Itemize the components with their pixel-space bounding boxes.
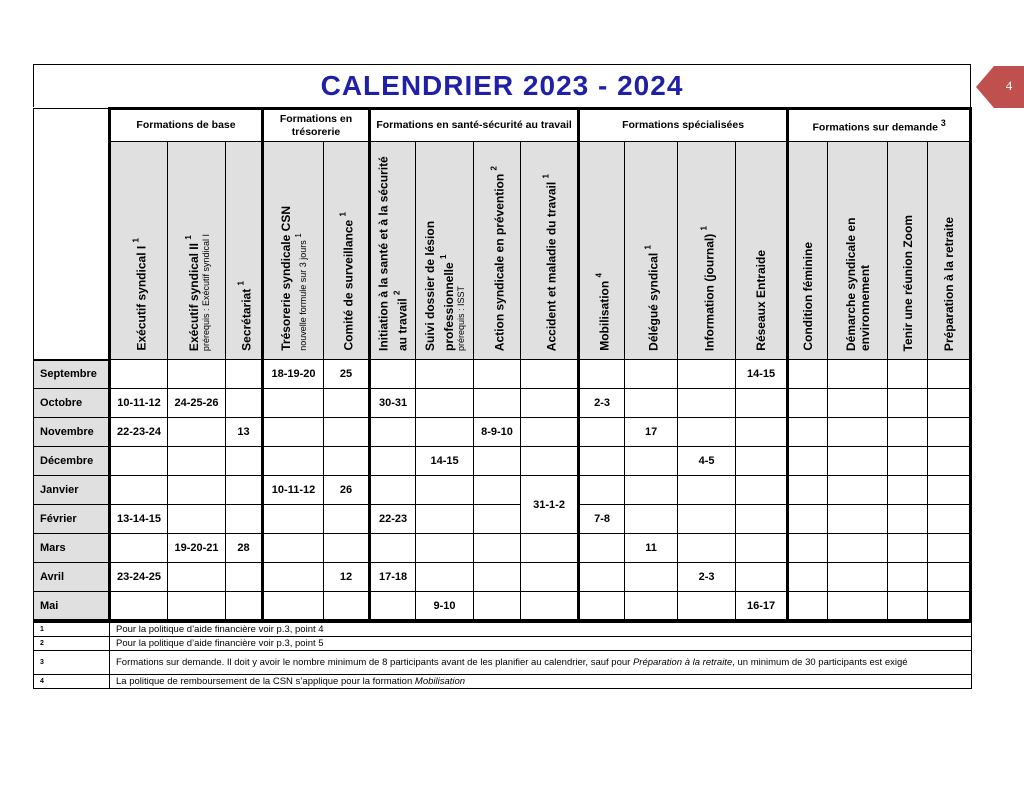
column-label: Exécutif syndical I (134, 246, 149, 351)
date-cell (110, 592, 168, 621)
date-cell (788, 418, 828, 447)
date-cell: 26 (324, 476, 370, 505)
date-cell: 23-24-25 (110, 563, 168, 592)
column-label: Information (journal) (702, 233, 717, 351)
column-label: Condition féminine (801, 242, 816, 351)
footnote-ref: 4 (594, 273, 604, 278)
footnote-text (110, 651, 972, 675)
date-cell: 13-14-15 (110, 505, 168, 534)
date-cell (736, 389, 788, 418)
column-label: Action syndicale en prévention (492, 173, 507, 351)
date-cell (263, 418, 324, 447)
footnote-row (34, 675, 972, 689)
date-cell (370, 592, 416, 621)
group-header (263, 109, 370, 142)
date-cell (888, 592, 928, 621)
date-cell: 30-31 (370, 389, 416, 418)
date-cell (226, 360, 263, 389)
column-label: Comité de surveillance (341, 220, 356, 351)
date-cell (828, 592, 888, 621)
date-cell (370, 534, 416, 563)
table-row (34, 447, 971, 476)
group-header (579, 109, 788, 142)
date-cell: 2-3 (678, 563, 736, 592)
footnote-text (110, 675, 972, 689)
page-number: 4 (1005, 78, 1013, 93)
group-header-label: Formations en santé-sécurité au travail (376, 119, 572, 131)
column-header (226, 142, 263, 360)
column-header (263, 142, 324, 360)
column-header (168, 142, 226, 360)
date-cell (416, 360, 474, 389)
column-label: Suivi dossier de lésion professionnelle (422, 220, 456, 351)
column-header-text (942, 217, 956, 351)
date-cell (625, 505, 678, 534)
date-cell (579, 360, 625, 389)
date-cell (888, 447, 928, 476)
date-cell (828, 418, 888, 447)
date-cell: 22-23 (370, 505, 416, 534)
date-cell (625, 389, 678, 418)
date-cell (678, 389, 736, 418)
footnote-ref: 1 (643, 245, 653, 250)
footnote-row (34, 651, 972, 675)
month-label: Février (34, 505, 110, 534)
date-cell (226, 505, 263, 534)
date-cell (888, 418, 928, 447)
column-sublabel-text: prérequis : Exécutif syndical I (200, 233, 211, 351)
calendar-table (33, 107, 972, 622)
page-number-tab (976, 66, 1024, 108)
column-header-text (423, 146, 467, 351)
date-cell (226, 563, 263, 592)
footnote-text-italic: Mobilisation (414, 676, 466, 687)
date-cell (521, 563, 579, 592)
date-cell (828, 505, 888, 534)
month-label: Mai (34, 592, 110, 621)
date-cell (788, 447, 828, 476)
date-cell (828, 534, 888, 563)
group-header-label: Formations spécialisées (622, 119, 745, 131)
date-cell (788, 360, 828, 389)
date-cell (888, 563, 928, 592)
month-label: Septembre (34, 360, 110, 389)
month-label: Janvier (34, 476, 110, 505)
footnote-ref: 1 (438, 254, 448, 259)
date-cell (263, 534, 324, 563)
column-label: Mobilisation (597, 281, 612, 351)
group-header (788, 109, 971, 142)
date-cell: 19-20-21 (168, 534, 226, 563)
column-label: Démarche syndicale en environnement (843, 217, 872, 351)
date-cell (736, 418, 788, 447)
column-header (324, 142, 370, 360)
date-cell (168, 563, 226, 592)
date-cell (678, 592, 736, 621)
date-cell (736, 505, 788, 534)
month-label: Mars (34, 534, 110, 563)
date-cell (521, 418, 579, 447)
date-cell (579, 592, 625, 621)
date-cell (928, 534, 971, 563)
date-cell (579, 563, 625, 592)
date-cell: 28 (226, 534, 263, 563)
date-cell (474, 505, 521, 534)
column-sublabel-text: prérequis : ISST (455, 285, 466, 351)
footnote-ref: 1 (699, 225, 709, 231)
date-cell (828, 563, 888, 592)
group-header-label: Formations en trésorerie (279, 112, 353, 138)
date-cell (788, 505, 828, 534)
month-label: Octobre (34, 389, 110, 418)
date-cell (474, 563, 521, 592)
date-cell (788, 389, 828, 418)
column-sublabel (456, 146, 467, 351)
column-header-text (234, 281, 253, 351)
date-cell (263, 447, 324, 476)
date-cell (678, 360, 736, 389)
date-cell (370, 447, 416, 476)
column-header (828, 142, 888, 360)
column-header-text (130, 238, 149, 351)
column-header-text (377, 146, 410, 351)
column-header (888, 142, 928, 360)
date-cell (416, 389, 474, 418)
date-cell: 17 (625, 418, 678, 447)
date-cell (928, 476, 971, 505)
date-cell: 12 (324, 563, 370, 592)
footnote-text-before: La politique de remboursement de la CSN s’applique pour la formation (116, 676, 415, 687)
date-cell (370, 476, 416, 505)
date-cell (226, 476, 263, 505)
column-label: Secrétariat (239, 288, 253, 351)
date-cell (788, 534, 828, 563)
date-cell (928, 360, 971, 389)
date-cell (370, 418, 416, 447)
calendar-document (33, 64, 971, 689)
date-cell (828, 389, 888, 418)
date-cell (226, 592, 263, 621)
group-header-label: Formations de base (136, 119, 236, 131)
footnote-row (34, 623, 972, 637)
date-cell (928, 418, 971, 447)
month-label: Avril (34, 563, 110, 592)
date-cell (370, 360, 416, 389)
month-label: Décembre (34, 447, 110, 476)
date-cell (625, 592, 678, 621)
date-cell (678, 505, 736, 534)
table-row (34, 592, 971, 621)
group-header (110, 109, 263, 142)
date-cell: 13 (226, 418, 263, 447)
column-label: Trésorerie syndicale CSN (278, 206, 293, 351)
footnote-number: 4 (34, 675, 110, 689)
column-label: Réseaux Entraide (754, 250, 769, 351)
date-cell (736, 476, 788, 505)
date-cell: 17-18 (370, 563, 416, 592)
date-cell (324, 592, 370, 621)
column-header (474, 142, 521, 360)
date-cell (324, 534, 370, 563)
date-cell: 2-3 (579, 389, 625, 418)
date-cell (828, 360, 888, 389)
column-header (625, 142, 678, 360)
date-cell (888, 505, 928, 534)
footnote-ref: 2 (392, 290, 402, 295)
column-header-text (182, 234, 212, 351)
date-cell (928, 389, 971, 418)
date-cell (474, 476, 521, 505)
date-cell (579, 418, 625, 447)
date-cell (168, 360, 226, 389)
date-cell (474, 389, 521, 418)
date-cell (579, 534, 625, 563)
date-cell (416, 505, 474, 534)
date-cell (416, 476, 474, 505)
date-cell (521, 389, 579, 418)
date-cell (736, 563, 788, 592)
column-label: Exécutif syndical II (186, 242, 201, 351)
footnote-ref: 1 (131, 238, 141, 243)
footnote-number: 3 (34, 651, 110, 675)
date-cell (928, 447, 971, 476)
column-header (928, 142, 971, 360)
column-header (579, 142, 625, 360)
date-cell: 25 (324, 360, 370, 389)
date-cell (788, 592, 828, 621)
date-cell (579, 476, 625, 505)
table-row (34, 534, 971, 563)
date-cell (324, 389, 370, 418)
date-cell (678, 534, 736, 563)
date-cell: 11 (625, 534, 678, 563)
date-cell (324, 505, 370, 534)
date-cell (168, 592, 226, 621)
column-label: Préparation à la retraite (941, 216, 956, 351)
date-cell (736, 447, 788, 476)
footnote-ref: 1 (183, 235, 193, 240)
column-header (521, 142, 579, 360)
date-cell (226, 389, 263, 418)
date-cell (474, 360, 521, 389)
date-cell (168, 476, 226, 505)
table-row (34, 389, 971, 418)
date-cell: 31-1-2 (521, 476, 579, 534)
date-cell (521, 447, 579, 476)
column-sublabel (293, 206, 309, 351)
date-cell (324, 418, 370, 447)
date-cell (625, 563, 678, 592)
date-cell: 22-23-24 (110, 418, 168, 447)
date-cell (110, 360, 168, 389)
column-header-text (697, 226, 716, 351)
date-cell (263, 389, 324, 418)
column-header (110, 142, 168, 360)
column-header (678, 142, 736, 360)
footnote-ref: 1 (338, 212, 348, 217)
footnote-text-italic: Préparation à la retraite (632, 657, 733, 668)
date-cell (110, 447, 168, 476)
column-header (788, 142, 828, 360)
footnote-ref: 1 (293, 233, 303, 238)
table-row (34, 418, 971, 447)
date-cell: 16-17 (736, 592, 788, 621)
date-cell (828, 476, 888, 505)
date-cell (788, 563, 828, 592)
date-cell (888, 389, 928, 418)
date-cell (736, 534, 788, 563)
date-cell: 14-15 (736, 360, 788, 389)
date-cell (324, 447, 370, 476)
date-cell (928, 505, 971, 534)
date-cell (168, 418, 226, 447)
date-cell (474, 592, 521, 621)
date-cell: 18-19-20 (263, 360, 324, 389)
date-cell: 7-8 (579, 505, 625, 534)
footnote-ref: 1 (236, 281, 245, 286)
date-cell: 10-11-12 (263, 476, 324, 505)
column-header-text (901, 215, 915, 351)
table-row (34, 476, 971, 505)
footnote-text: Pour la politique d’aide financière voir p.3, point 5 (110, 637, 972, 651)
footnotes (33, 622, 972, 689)
date-cell (263, 505, 324, 534)
footnote-text: Pour la politique d’aide financière voir p.3, point 4 (110, 623, 972, 637)
date-cell (888, 360, 928, 389)
date-cell (928, 592, 971, 621)
date-cell (226, 447, 263, 476)
date-cell (928, 563, 971, 592)
column-label: Initiation à la santé et à la sécurité au travail (376, 156, 410, 351)
table-row (34, 360, 971, 389)
column-header (736, 142, 788, 360)
group-header (370, 109, 579, 142)
column-label: Tenir une réunion Zoom (900, 214, 915, 351)
date-cell (828, 447, 888, 476)
date-cell: 10-11-12 (110, 389, 168, 418)
footnote-number: 1 (34, 623, 110, 637)
date-cell (788, 476, 828, 505)
date-cell (168, 505, 226, 534)
date-cell: 24-25-26 (168, 389, 226, 418)
date-cell (474, 534, 521, 563)
date-cell (521, 592, 579, 621)
date-cell (416, 418, 474, 447)
column-header-text (801, 242, 815, 351)
column-header-text (540, 174, 559, 351)
column-label: Accident et maladie du travail (544, 181, 559, 351)
date-cell: 9-10 (416, 592, 474, 621)
footnote-row (34, 637, 972, 651)
date-cell (678, 418, 736, 447)
column-sublabel-text: nouvelle formule sur 3 jours (297, 240, 308, 351)
table-row (34, 563, 971, 592)
column-header-text (754, 250, 768, 351)
column-header (416, 142, 474, 360)
column-sublabel (201, 234, 212, 351)
column-header-text (279, 206, 309, 351)
footnote-ref: 1 (541, 173, 551, 179)
date-cell (521, 534, 579, 563)
date-cell (579, 447, 625, 476)
date-cell (625, 447, 678, 476)
date-cell (263, 592, 324, 621)
column-header-text (844, 146, 872, 351)
date-cell: 4-5 (678, 447, 736, 476)
page-title: CALENDRIER 2023 - 2024 (33, 64, 971, 107)
date-cell (416, 534, 474, 563)
date-cell (625, 360, 678, 389)
date-cell (168, 447, 226, 476)
footnote-text-after: , un minimum de 30 participants est exigé (732, 657, 908, 668)
column-header (370, 142, 416, 360)
date-cell (110, 534, 168, 563)
date-cell (678, 476, 736, 505)
date-cell (521, 360, 579, 389)
footnote-number: 2 (34, 637, 110, 651)
date-cell (110, 476, 168, 505)
date-cell (263, 563, 324, 592)
date-cell (888, 476, 928, 505)
column-label: Délégué syndical (646, 252, 661, 351)
footnote-text-before: Formations sur demande. Il doit y avoir le nombre minimum de 8 participants avant de les planifier au calendrier, sauf pour (116, 657, 633, 668)
column-header-text (488, 166, 507, 351)
footnote-ref: 3 (940, 117, 946, 128)
table-row (34, 505, 971, 534)
column-header-text (593, 273, 612, 351)
date-cell (474, 447, 521, 476)
column-header-text (642, 245, 661, 351)
date-cell: 8-9-10 (474, 418, 521, 447)
column-header-text (337, 212, 356, 351)
footnote-ref: 2 (489, 165, 499, 171)
date-cell: 14-15 (416, 447, 474, 476)
corner-cell (34, 109, 110, 360)
date-cell (625, 476, 678, 505)
group-header-label: Formations sur demande (812, 121, 938, 134)
month-label: Novembre (34, 418, 110, 447)
date-cell (888, 534, 928, 563)
date-cell (416, 563, 474, 592)
